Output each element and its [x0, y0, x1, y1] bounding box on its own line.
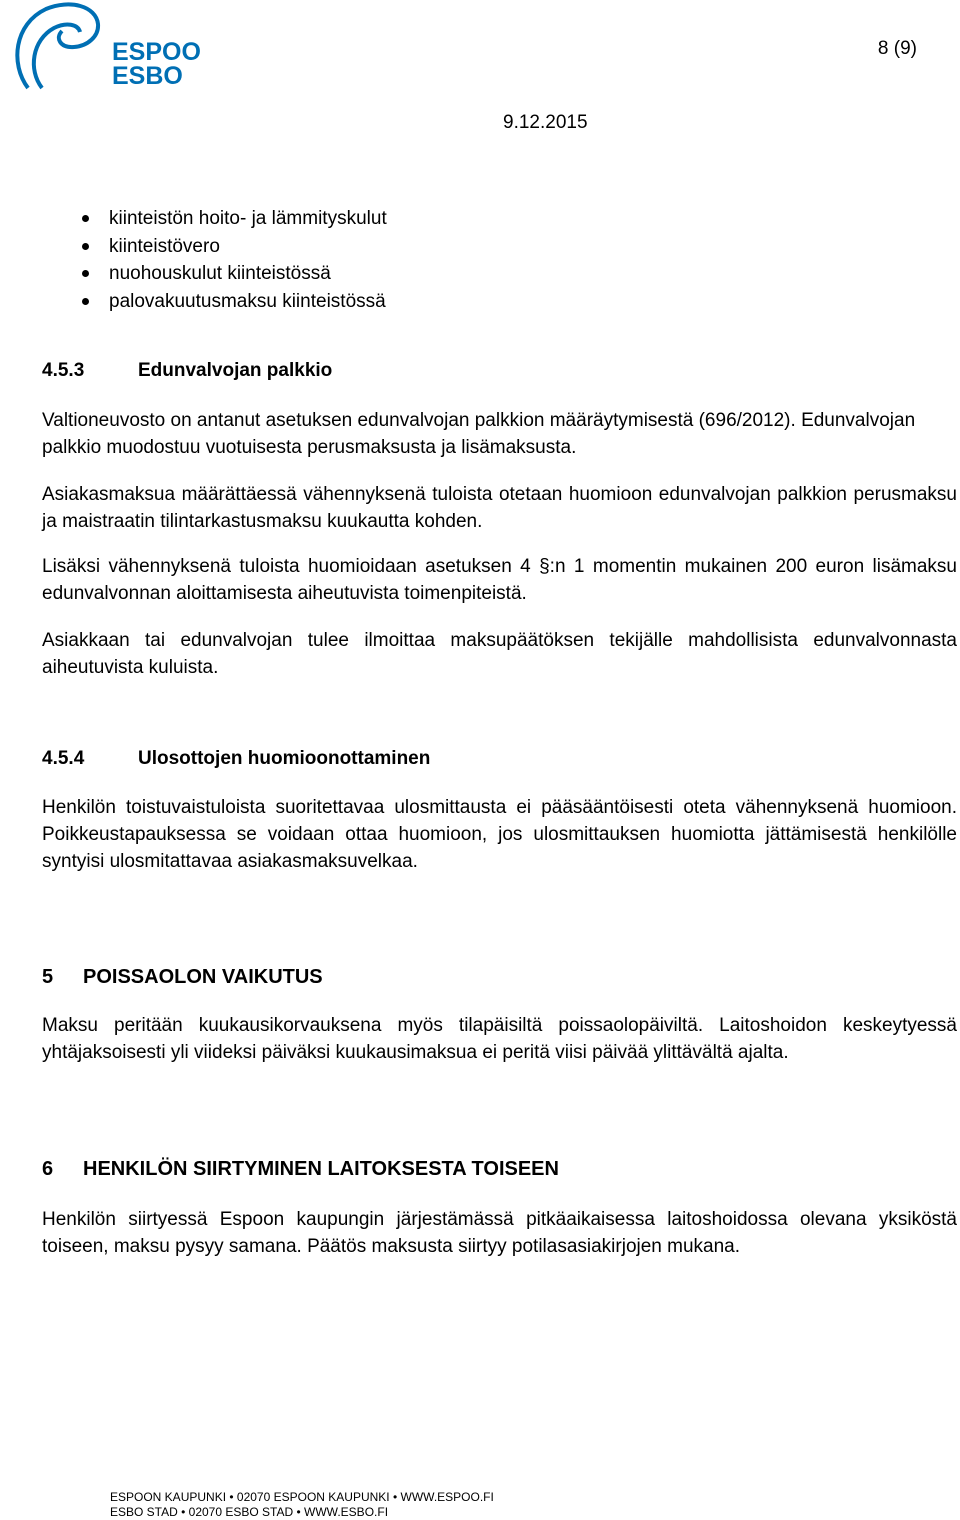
heading-5 — [42, 966, 323, 989]
paragraph-perusmaksu: Asiakasmaksua määrättäessä vähennyksenä tuloista otetaan huomioon edunvalvojan palkkion perusmaksu ja maistraatin tilintarkastusmaksu kuukautta kohden. — [42, 484, 957, 532]
espoo-esbo-logo — [8, 2, 208, 92]
footer-line-swedish: ESBO STAD • 02070 ESBO STAD • WWW.ESBO.FI — [110, 1505, 389, 1519]
section-number: 4.5.4 — [42, 748, 85, 769]
section-number: 6 — [42, 1158, 54, 1180]
list-item: kiinteistön hoito- ja lämmityskulut — [42, 205, 387, 233]
document-date: 9.12.2015 — [503, 112, 588, 133]
cost-bullet-list — [42, 205, 387, 315]
section-title: POISSAOLON VAIKUTUS — [83, 966, 323, 988]
list-item: kiinteistövero — [42, 233, 387, 261]
section-title: HENKILÖN SIIRTYMINEN LAITOKSESTA TOISEEN — [83, 1158, 559, 1180]
paragraph-ulosotto: Henkilön toistuvaistuloista suoritettavaa ulosmittausta ei pääsääntöisesti oteta vähennyksenä huomioon. Poikkeustapauksessa se voidaan ottaa huomioon, jos ulosmittauksen huomiotta jättämisestä henkilölle syntyisi ulosmitattavaa asiakasmaksuvelkaa. — [42, 797, 957, 872]
footer-line-finnish: ESPOON KAUPUNKI • 02070 ESPOON KAUPUNKI • WWW.ESPOO.FI — [110, 1490, 494, 1504]
heading-4-5-4 — [42, 748, 430, 770]
section-title: Ulosottojen huomioonottaminen — [138, 748, 431, 769]
paragraph-ilmoitus: Asiakkaan tai edunvalvojan tulee ilmoittaa maksupäätöksen tekijälle mahdollisista edunvalvonnasta aiheutuvista kuluista. — [42, 630, 957, 678]
paragraph-poissaolo: Maksu peritään kuukausikorvauksena myös tilapäisiltä poissaolopäiviltä. Laitoshoidon keskeytyessä yhtäjaksoisesti yli viideksi päiväksi kuukausimaksua ei peritä viisi päivää ylittävältä ajalta. — [42, 1015, 957, 1063]
paragraph-lisamaksu: Lisäksi vähennyksenä tuloista huomioidaan asetuksen 4 §:n 1 momentin mukainen 200 euron lisämaksu edunvalvonnan aloittamisesta aiheutuvista toimenpiteistä. — [42, 556, 957, 604]
list-item: nuohouskulut kiinteistössä — [42, 260, 387, 288]
logo-mark-inner-swoosh — [34, 25, 80, 88]
list-item: palovakuutusmaksu kiinteistössä — [42, 288, 387, 316]
page-footer — [110, 1490, 494, 1520]
page-number: 8 (9) — [877, 38, 917, 59]
heading-4-5-3 — [42, 360, 332, 382]
section-number: 4.5.3 — [42, 360, 85, 381]
heading-6 — [42, 1158, 559, 1181]
section-number: 5 — [42, 966, 54, 988]
paragraph-siirtyminen: Henkilön siirtyessä Espoon kaupungin järjestämässä pitkäaikaisessa laitoshoidossa olevana yksiköstä toiseen, maksu pysyy samana. Päätös maksusta siirtyy potilasasiakirjojen mukana. — [42, 1209, 957, 1257]
logo-text-esbo: ESBO — [112, 62, 183, 90]
logo-text-espoo: ESPOO — [112, 38, 201, 66]
paragraph-palkkio-asetus: Valtioneuvosto on antanut asetuksen edunvalvojan palkkion määräytymisestä (696/2012). Edunvalvojan palkkio muodostuu vuotuisesta perusmaksusta ja lisämaksusta. — [42, 410, 916, 458]
logo-mark-outer-swoosh — [17, 4, 98, 88]
section-title: Edunvalvojan palkkio — [138, 360, 333, 381]
